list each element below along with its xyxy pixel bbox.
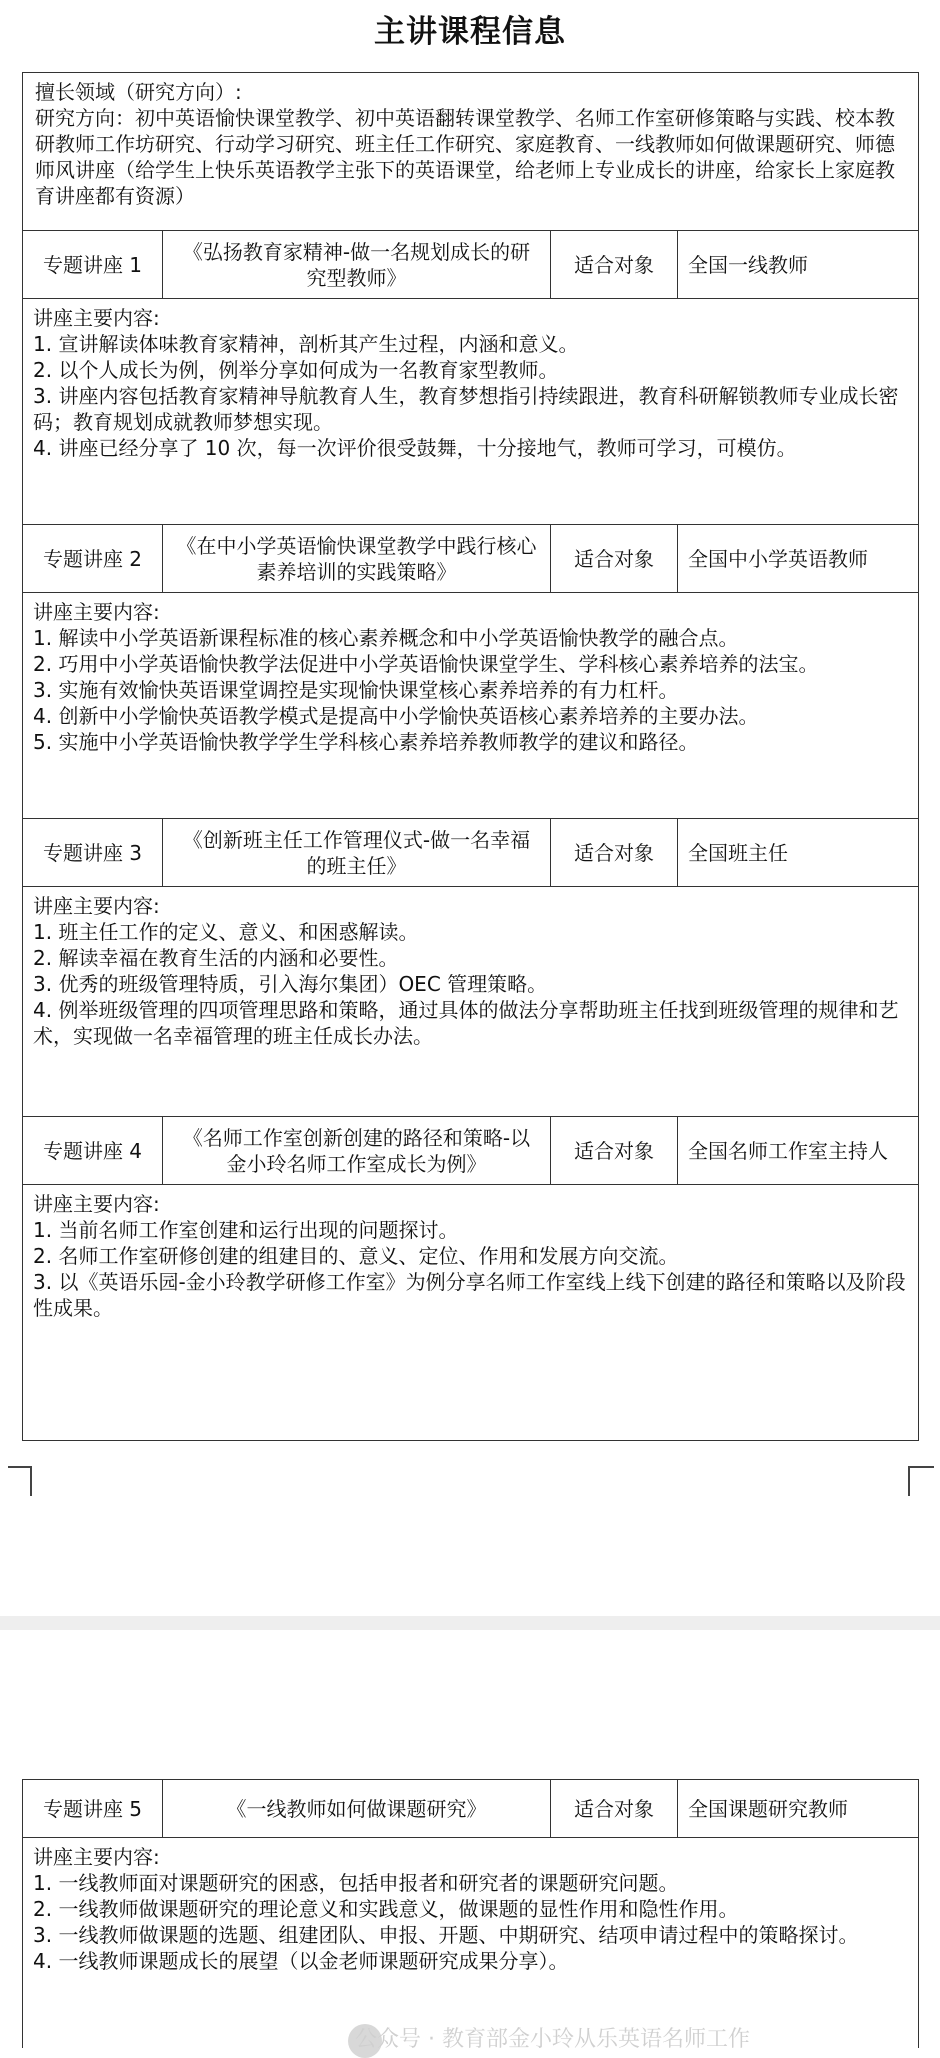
content-item: 2. 名师工作室研修创建的组建目的、意义、定位、作用和发展方向交流。 (33, 1244, 679, 1268)
lecture-title: 《一线教师如何做课题研究》 (163, 1780, 551, 1838)
research-field-heading: 擅长领域（研究方向）: (35, 80, 242, 104)
content-item: 1. 班主任工作的定义、意义、和困惑解读。 (33, 920, 419, 944)
audience-value: 全国班主任 (678, 819, 919, 887)
content-heading: 讲座主要内容: (33, 306, 160, 330)
lecture-content-row (23, 1185, 919, 1441)
audience-value: 全国一线教师 (678, 231, 919, 299)
content-item: 4. 例举班级管理的四项管理思路和策略，通过具体的做法分享帮助班主任找到班级管理的规律和艺术，实现做一名幸福管理的班主任成长办法。 (33, 998, 899, 1048)
page-corner-mark (908, 1466, 934, 1468)
page-corner-mark (30, 1466, 32, 1496)
content-item: 4. 讲座已经分享了 10 次，每一次评价很受鼓舞，十分接地气，教师可学习，可模仿。 (33, 436, 797, 460)
audience-label: 适合对象 (551, 525, 678, 593)
lecture-content (23, 1838, 919, 2048)
content-item: 2. 以个人成长为例，例举分享如何成为一名教育家型教师。 (33, 358, 559, 382)
content-item: 2. 一线教师做课题研究的理论意义和实践意义，做课题的显性作用和隐性作用。 (33, 1897, 739, 1921)
research-field-body: 研究方向：初中英语愉快课堂教学、初中英语翻转课堂教学、名师工作室研修策略与实践、校本教研教师工作坊研究、行动学习研究、班主任工作研究、家庭教育、一线教师如何做课题研究、师德师风讲座（给学生上快乐英语教学主张下的英语课堂，给老师上专业成长的讲座，给家长上家庭教育讲座都有资源） (35, 106, 895, 208)
page-corner-mark (8, 1466, 32, 1496)
research-field-cell (23, 73, 919, 231)
watermark-text: 公众号 · 教育部金小玲从乐英语名师工作 (355, 2027, 750, 2052)
page-gap (0, 1616, 940, 1630)
lecture-content (23, 593, 919, 819)
lecture-title: 《名师工作室创新创建的路径和策略-以金小玲名师工作室成长为例》 (163, 1117, 551, 1185)
content-item: 3. 优秀的班级管理特质，引入海尔集团）OEC 管理策略。 (33, 972, 548, 996)
audience-value: 全国名师工作室主持人 (678, 1117, 919, 1185)
content-heading: 讲座主要内容: (33, 1845, 160, 1869)
lecture-header-row (23, 525, 919, 593)
lecture-content-row (23, 887, 919, 1117)
content-item: 2. 解读幸福在教育生活的内涵和必要性。 (33, 946, 399, 970)
lecture-content (23, 299, 919, 525)
lecture-label: 专题讲座 5 (23, 1780, 163, 1838)
lecture-content-row (23, 299, 919, 525)
content-item: 1. 宣讲解读体味教育家精神，剖析其产生过程，内涵和意义。 (33, 332, 579, 356)
content-item: 4. 一线教师课题成长的展望（以金老师课题研究成果分享）。 (33, 1949, 569, 1973)
content-item: 5. 实施中小学英语愉快教学学生学科核心素养培养教师教学的建议和路径。 (33, 730, 699, 754)
audience-label: 适合对象 (551, 1117, 678, 1185)
audience-label: 适合对象 (551, 1780, 678, 1838)
lecture-content (23, 1185, 919, 1441)
course-table-page-2 (22, 1779, 919, 2048)
audience-label: 适合对象 (551, 819, 678, 887)
lecture-header-row (23, 819, 919, 887)
lecture-label: 专题讲座 4 (23, 1117, 163, 1185)
lecture-label: 专题讲座 2 (23, 525, 163, 593)
content-heading: 讲座主要内容: (33, 1192, 160, 1216)
content-heading: 讲座主要内容: (33, 894, 160, 918)
content-item: 3. 以《英语乐园-金小玲教学研修工作室》为例分享名师工作室线上线下创建的路径和策略以及阶段性成果。 (33, 1270, 906, 1320)
lecture-content-row (23, 593, 919, 819)
content-item: 3. 讲座内容包括教育家精神导航教育人生，教育梦想指引持续跟进，教育科研解锁教师专业成长密码；教育规划成就教师梦想实现。 (33, 384, 899, 434)
content-item: 3. 实施有效愉快英语课堂调控是实现愉快课堂核心素养培养的有力杠杆。 (33, 678, 679, 702)
lecture-label: 专题讲座 1 (23, 231, 163, 299)
content-item: 3. 一线教师做课题的选题、组建团队、申报、开题、中期研究、结项申请过程中的策略探讨。 (33, 1923, 859, 1947)
lecture-header-row (23, 1117, 919, 1185)
course-table-page-1 (22, 72, 919, 1441)
lecture-content-row (23, 1838, 919, 2048)
lecture-title: 《创新班主任工作管理仪式-做一名幸福的班主任》 (163, 819, 551, 887)
audience-value: 全国中小学英语教师 (678, 525, 919, 593)
lecture-title: 《在中小学英语愉快课堂教学中践行核心素养培训的实践策略》 (163, 525, 551, 593)
lecture-header-row (23, 1780, 919, 1838)
research-field-row (23, 73, 919, 231)
lecture-title: 《弘扬教育家精神-做一名规划成长的研究型教师》 (163, 231, 551, 299)
audience-label: 适合对象 (551, 231, 678, 299)
audience-value: 全国课题研究教师 (678, 1780, 919, 1838)
lecture-header-row (23, 231, 919, 299)
content-item: 4. 创新中小学愉快英语教学模式是提高中小学愉快英语核心素养培养的主要办法。 (33, 704, 759, 728)
page-corner-mark (908, 1466, 910, 1496)
content-item: 2. 巧用中小学英语愉快教学法促进中小学英语愉快课堂学生、学科核心素养培养的法宝。 (33, 652, 819, 676)
content-item: 1. 一线教师面对课题研究的困惑，包括申报者和研究者的课题研究问题。 (33, 1871, 679, 1895)
content-heading: 讲座主要内容: (33, 600, 160, 624)
content-item: 1. 当前名师工作室创建和运行出现的问题探讨。 (33, 1218, 459, 1242)
content-item: 1. 解读中小学英语新课程标准的核心素养概念和中小学英语愉快教学的融合点。 (33, 626, 739, 650)
lecture-content (23, 887, 919, 1117)
page-title: 主讲课程信息 (374, 14, 566, 50)
lecture-label: 专题讲座 3 (23, 819, 163, 887)
